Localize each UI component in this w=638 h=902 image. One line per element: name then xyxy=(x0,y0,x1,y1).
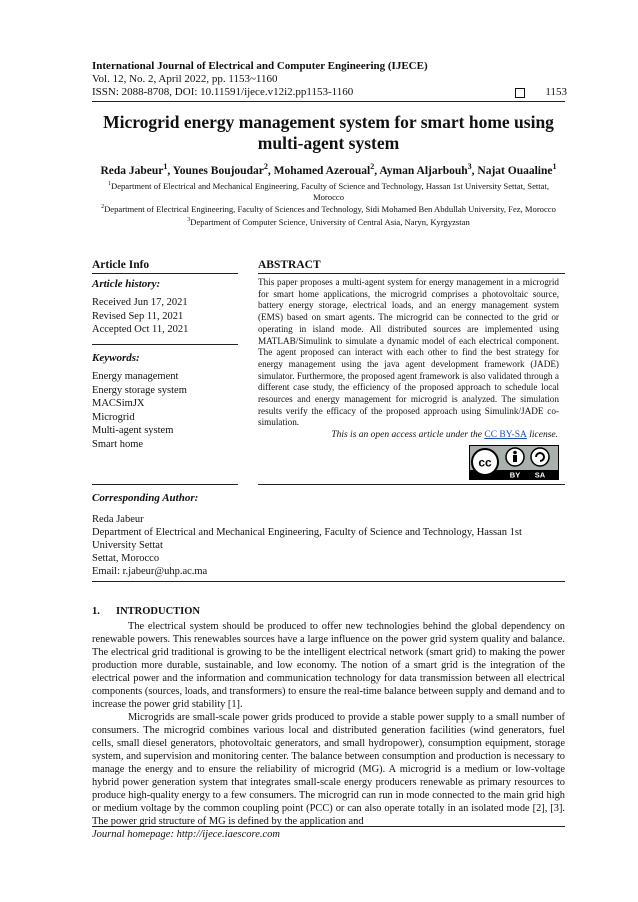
corresponding-label: Corresponding Author: xyxy=(92,492,199,504)
corresponding-city: Settat, Morocco xyxy=(92,553,160,564)
corresponding-dept-cont: University Settat xyxy=(92,540,163,551)
open-access-notice: This is an open access article under the CC BY-SA license. xyxy=(331,430,558,440)
history-rule xyxy=(92,344,238,345)
affiliations xyxy=(92,179,565,228)
affiliation: $^3$Department of Computer Science, University of Central Asia, Naryn, Kyrgyzstan xyxy=(187,216,470,227)
homepage-url[interactable]: : http://ijece.iaescore.com xyxy=(170,829,280,840)
paragraph: Microgrids are small-scale power grids produced to provide a stable power supply to a small number of consumers. The microgrid combines various local and distributed generation facilities (wind generators, fuel cells, small diesel generators, photovoltaic generators, and small hydropower), consumption equipment, storage system, and supervision and monitoring center. The balance between consumption and production is necessary to manage the energy and to ensure the reliability of microgrid (MG). A microgrid is a medium or low-voltage hybrid power generation system that integrates small-scale energy producers renewable as primary resources to produce high-quality energy to a few consumers. The microgrid can run in mode connected to the main grid high or medium voltage by the common coupling point (PCC) or can also operate totally in an isolated mode [2], [3]. The power grid structure of MG is defined by the application and xyxy=(92,712,565,827)
history-label: Article history: xyxy=(92,278,161,290)
badge-by-label: BY xyxy=(509,470,521,479)
checkbox-square-icon xyxy=(515,88,525,98)
header-rule xyxy=(92,101,565,102)
author: Younes Boujoudar$^2$, xyxy=(172,162,274,177)
keywords-label: Keywords: xyxy=(92,352,140,364)
paragraph: The electrical system should be produced to offer new technologies behind the global dependency on renewable powers. This renewables sources have a large influence on the power grid system quality and balance. The electrical grid traditional is growing to be the intelligent electrical network (smart grid) to making the power production more durable, sustainable, and low economy. The notion of a smart grid is the integration of the electrical power and the information and communication technology for data transmission between all electrical components (sources, loads, and transformers) to ensure the real-time balance between supply and demand and to increase the power grid stability [1]. xyxy=(92,621,565,710)
author: Reda Jabeur$^1$, xyxy=(100,162,173,177)
journal-name: International Journal of Electrical and Computer Engineering (IJECE) xyxy=(92,60,428,72)
author-list xyxy=(92,160,565,178)
abstract-heading: ABSTRACT xyxy=(258,259,321,271)
badge-sa-label: SA xyxy=(534,470,546,479)
title-line-2: multi-agent system xyxy=(257,133,400,153)
cc-by-sa-link[interactable]: CC BY-SA xyxy=(484,430,527,440)
keywords-block xyxy=(92,352,238,451)
affiliation: $^1$Department of Electrical and Mechanical Engineering, Faculty of Science and Technology, Hassan 1st University Settat, Settat, xyxy=(107,180,550,191)
revised-date: Revised Sep 11, 2021 xyxy=(92,310,184,322)
accepted-date: Accepted Oct 11, 2021 xyxy=(92,324,189,335)
corresponding-rule xyxy=(92,581,565,582)
corresponding-name: Reda Jabeur xyxy=(92,514,144,525)
page-number: 1153 xyxy=(545,86,567,98)
cc-by-sa-badge[interactable] xyxy=(469,445,559,480)
keyword: Energy management xyxy=(92,371,179,382)
abstract-text: This paper proposes a multi-agent system for energy management in a microgrid for smart home applications, the microgrid comprises a photovoltaic source, battery energy storage, electrical loads, and an energy management system (EMS) based on smart agents. The microgrid can be connected to the grid or operating in island mode. All distributed sources are implemented using MATLAB/Simulink to simulate a dynamic model of each electrical component. The agent proposed can interact with each other to find the best strategy for energy management using the java agent development framework (JADE) simulator. Furthermore, the proposed agent framework is also validated through a different case study, the efficiency of the proposed approach to schedule local resources and energy management for microgrid is analyzed. The simulation results verify the efficacy of the proposed approach using Simulink/JADE co-simulation. xyxy=(258,277,559,428)
article-info-heading: Article Info xyxy=(92,259,150,271)
keywords-bottom-rule xyxy=(92,484,238,485)
journal-homepage: Journal homepage: http://ijece.iaescore.com xyxy=(92,829,280,840)
paper-title xyxy=(92,112,565,154)
journal-header xyxy=(92,60,567,99)
cc-license-icon xyxy=(470,446,558,479)
introduction-section xyxy=(92,605,565,828)
affiliation-continued: Morocco xyxy=(312,191,345,202)
received-date: Received Jun 17, 2021 xyxy=(92,297,188,308)
author: Ayman Aljarbouh$^3$, xyxy=(379,162,478,177)
section-heading: 1. INTRODUCTION xyxy=(92,606,201,617)
affiliation: $^2$Department of Electrical Engineering, Faculty of Sciences and Technology, Sidi Mohamed Ben Abdullah University, Fez, Morocco xyxy=(101,204,556,215)
abstract-rule xyxy=(258,273,565,274)
keyword: MACSimJX xyxy=(92,398,145,409)
keyword: Energy storage system xyxy=(92,384,187,396)
corresponding-dept: Department of Electrical and Mechanical Engineering, Faculty of Science and Technology, Hassan 1st xyxy=(92,527,522,538)
keyword: Smart home xyxy=(92,438,144,450)
author: Mohamed Azeroual$^2$, xyxy=(273,162,380,177)
corresponding-email[interactable]: Email: r.jabeur@uhp.ac.ma xyxy=(92,566,208,577)
abstract-bottom-rule xyxy=(258,484,565,485)
footer-rule xyxy=(92,826,565,827)
keyword: Multi-agent system xyxy=(92,425,174,436)
keyword: Microgrid xyxy=(92,411,135,423)
article-info-rule xyxy=(92,273,238,274)
article-history xyxy=(92,278,238,337)
volume-line: Vol. 12, No. 2, April 2022, pp. 1153~1160 xyxy=(92,73,278,85)
author: Najat Ouaaline$^1$ xyxy=(477,162,557,177)
svg-text:cc: cc xyxy=(478,455,492,470)
issn-line: ISSN: 2088-8708, DOI: 10.11591/ijece.v12i2.pp1153-1160 xyxy=(92,86,354,98)
corresponding-author xyxy=(92,492,567,578)
title-line-1: Microgrid energy management system for smart home using xyxy=(103,112,554,132)
